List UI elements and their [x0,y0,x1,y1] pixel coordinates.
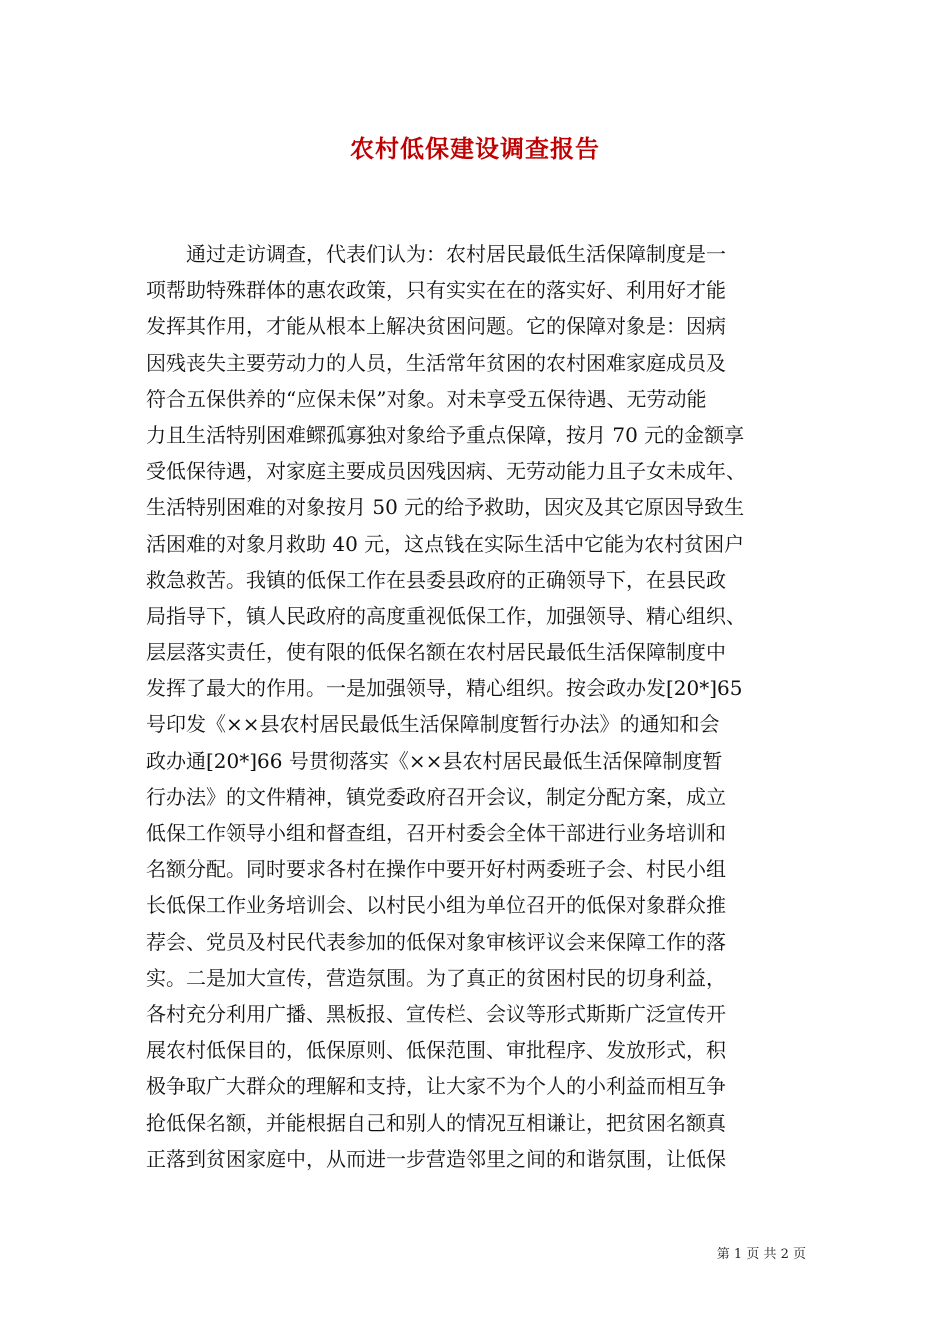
body-paragraph [146,236,806,1177]
text-line: 正落到贫困家庭中，从而进一步营造邻里之间的和谐氛围，让低保 [146,1146,726,1171]
text-line: 层层落实责任，使有限的低保名额在农村居民最低生活保障制度中 [146,640,726,665]
text-line: 号印发《××县农村居民最低生活保障制度暂行办法》的通知和会 [146,712,720,737]
text-line: 名额分配。同时要求各村在操作中要开好村两委班子会、村民小组 [146,857,726,882]
text-line: 活困难的对象月救助 40 元，这点钱在实际生活中它能为农村贫困户 [146,531,745,556]
text-line: 生活特别困难的对象按月 50 元的给予救助，因灾及其它原因导致生 [146,495,745,520]
text-line: 符合五保供养的“应保未保”对象。对未享受五保待遇、无劳动能 [146,386,707,411]
text-line: 实。二是加大宣传，营造氛围。为了真正的贫困村民的切身利益， [146,965,726,990]
text-line: 发挥了最大的作用。一是加强领导，精心组织。按会政办发[20*]65 [146,676,743,701]
text-line: 政办通[20*]66 号贯彻落实《××县农村居民最低生活保障制度暂 [146,748,723,773]
text-line: 抢低保名额，并能根据自己和别人的情况互相谦让，把贫困名额真 [146,1110,726,1135]
text-line: 局指导下，镇人民政府的高度重视低保工作，加强领导、精心组织、 [146,603,746,628]
text-line: 长低保工作业务培训会、以村民小组为单位召开的低保对象群众推 [146,893,726,918]
text-line: 力且生活特别困难鳏孤寡独对象给予重点保障，按月 70 元的金额享 [146,422,745,447]
text-line: 项帮助特殊群体的惠农政策，只有实实在在的落实好、利用好才能 [146,278,726,303]
text-line: 各村充分利用广播、黑板报、宣传栏、会议等形式斯斯广泛宣传开 [146,1001,726,1026]
page-number-footer: 第 1 页 共 2 页 [716,1247,806,1262]
text-line: 救急救苦。我镇的低保工作在县委县政府的正确领导下，在县民政 [146,567,726,592]
text-line: 荐会、党员及村民代表参加的低保对象审核评议会来保障工作的落 [146,929,726,954]
text-line: 行办法》的文件精神，镇党委政府召开会议，制定分配方案，成立 [146,784,726,809]
document-title: 农村低保建设调查报告 [350,134,600,163]
text-line: 发挥其作用，才能从根本上解决贫困问题。它的保障对象是：因病 [146,314,726,339]
text-line: 因残丧失主要劳动力的人员，生活常年贫困的农村困难家庭成员及 [146,350,726,375]
text-line: 极争取广大群众的理解和支持，让大家不为个人的小利益而相互争 [146,1074,726,1099]
text-line: 展农村低保目的，低保原则、低保范围、审批程序、发放形式，积 [146,1038,726,1063]
text-line: 受低保待遇，对家庭主要成员因残因病、无劳动能力且子女未成年、 [146,459,746,484]
text-line: 低保工作领导小组和督查组，召开村委会全体干部进行业务培训和 [146,821,726,845]
text-line: 通过走访调查，代表们认为：农村居民最低生活保障制度是一 [186,242,726,266]
